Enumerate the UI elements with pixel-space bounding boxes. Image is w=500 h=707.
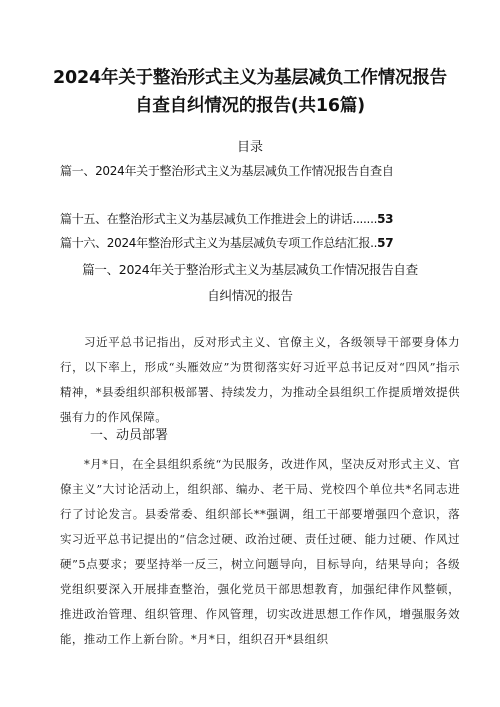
toc-item-15[interactable] [60, 210, 460, 228]
section-title-line-1: 篇一、2024年关于整治形式主义为基层减负工作情况报告自查 [82, 262, 418, 277]
section-title-line-2: 自纠情况的报告 [207, 288, 293, 303]
toc-item-1[interactable] [60, 162, 460, 180]
toc-item-page: 53 [377, 212, 394, 226]
toc-item-text: 篇十五、在整治形式主义为基层减负工作推进会上的讲话....... [60, 212, 378, 226]
document-title-line-1: 2024年关于整治形式主义为基层减负工作情况报告 [53, 68, 447, 88]
toc-item-text: 篇十六、2024年整治形式主义为基层减负专项工作总结汇报.. [60, 236, 378, 250]
section-heading-mobilization: 一、动员部署 [90, 428, 169, 443]
body-paragraph-1: *月*日，在全县组织系统“为民服务，改进作风，坚决反对形式主义、官僚主义”大讨论活动上，组织部、编办、老干局、党校四个单位共*名同志进行了讨论发言。县委常委、组织部长**强调，组工干部要增强四个意识，落实习近平总书记提出的“信念过硬、政治过硬、责任过硬、能力过硬、作风过硬”5点要求；要坚持举一反三，树立问题导向，目标导向，结果导向；各级党组织要深入开展排查整治，强化党员干部思想教育，加强纪律作风整顿，推进政治管理、组织管理、作风管理，切实改进思想工作作风，增强服务效能，推动工作上新台阶。*月*日，组织召开*县组织 [60, 457, 460, 646]
toc-item-page: 57 [377, 236, 394, 250]
intro-paragraph: 习近平总书记指出，反对形式主义、官僚主义，各级领导干部要身体力行，以下率上，形成“头雁效应”为贯彻落实好习近平总书记反对“四风”指示精神，*县委组织部积极部署、持续发力，为推动全县组织工作提质增效提供强有力的作风保障。 [60, 335, 460, 424]
toc-item-text: 篇一、2024年关于整治形式主义为基层减负工作情况报告自查自 [60, 164, 394, 178]
toc-item-16[interactable] [60, 234, 460, 252]
document-title-line-2: 自查自纠情况的报告(共16篇) [135, 96, 365, 116]
toc-heading: 目录 [236, 140, 263, 155]
